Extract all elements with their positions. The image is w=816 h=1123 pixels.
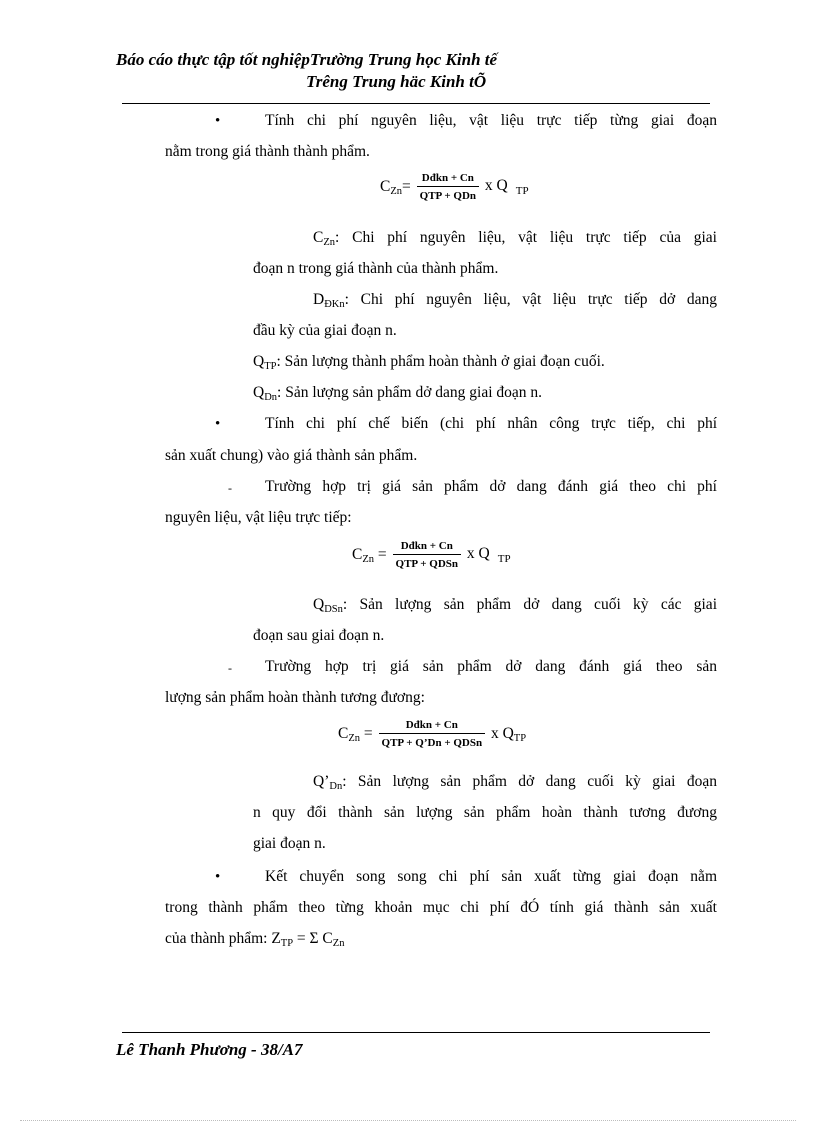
footer-rule bbox=[122, 1032, 710, 1033]
formula-1-fraction: $\frac{\text{Dđkn + Cn}}{\text{QTP + QDn}}$ bbox=[417, 172, 479, 202]
case2-line1: Trường hợp trị giá sản phẩm dở dang đánh giá theo sản bbox=[265, 658, 717, 675]
def-qprime-line3: giai đoạn n. bbox=[253, 835, 326, 852]
footer-author: Lê Thanh Phương - 38/A7 bbox=[116, 1040, 303, 1059]
para3-line3: của thành phẩm: $Z_{TP} = \Sigma$ $C_{Zn}$ bbox=[165, 930, 345, 949]
formula-3-fraction: $\frac{\text{Dđkn + Cn}}{\text{QTP + Q’Dn + QDSn}}$ bbox=[379, 719, 486, 749]
para1-line2: nằm trong giá thành thành phẩm. bbox=[165, 143, 370, 160]
header-subtitle: Trêng Trung häc Kinh tÕ bbox=[306, 72, 487, 91]
def-qprime-line1: $Q’_{Dn}$: Sản lượng sản phẩm dở dang cuối kỳ giai đoạn bbox=[313, 773, 717, 792]
case2-marker: - bbox=[228, 661, 232, 675]
para3-line1: Kết chuyển song song chi phí sản xuất từng giai đoạn nằm bbox=[265, 868, 717, 885]
def-qdsn-line1: $Q_{DSn}$: Sản lượng sản phẩm dở dang cuối kỳ các giai bbox=[313, 596, 717, 615]
formula-2: $C_{Zn}$ = $\frac{\text{Dđkn + Cn}}{\text{QTP + QDSn}}$ x Q $_{TP}$ bbox=[352, 540, 511, 570]
para2-line2: sản xuất chung) vào giá thành sản phẩm. bbox=[165, 447, 418, 464]
para2-line1: Tính chi phí chế biến (chi phí nhân công trực tiếp, chi phí bbox=[265, 415, 717, 432]
formula-1: $C_{Zn}=$ $\frac{\text{Dđkn + Cn}}{\text{QTP + QDn}}$ x Q $_{TP}$ bbox=[380, 172, 529, 202]
bullet-2: • bbox=[215, 416, 221, 432]
def-ddk-line2: đầu kỳ của giai đoạn n. bbox=[253, 322, 397, 339]
header-title: Báo cáo thực tập tốt nghiệpTrường Trung học Kinh tế bbox=[116, 50, 498, 69]
case1-line1: Trường hợp trị giá sản phẩm dở dang đánh giá theo chi phí bbox=[265, 478, 717, 495]
def-ddk-line1: $D_{ĐKn}$: Chi phí nguyên liệu, vật liệu trực tiếp dở dang bbox=[313, 291, 717, 310]
def-qtp: $Q_{TP}$: Sản lượng thành phẩm hoàn thành ở giai đoạn cuối. bbox=[253, 353, 605, 372]
bullet-3: • bbox=[215, 869, 221, 885]
formula-2-fraction: $\frac{\text{Dđkn + Cn}}{\text{QTP + QDSn}}$ bbox=[393, 540, 462, 570]
bullet-1: • bbox=[215, 113, 221, 129]
def-qprime-line2: n quy đổi thành sản lượng sản phẩm hoàn thành tương đương bbox=[253, 804, 717, 821]
def-qdn: $Q_{Dn}$: Sản lượng sản phẩm dở dang giai đoạn n. bbox=[253, 384, 543, 403]
case2-line2: lượng sản phẩm hoàn thành tương đương: bbox=[165, 689, 425, 706]
def-qdsn-line2: đoạn sau giai đoạn n. bbox=[253, 627, 385, 644]
formula-3: $C_{Zn}$ = $\frac{\text{Dđkn + Cn}}{\text{QTP + Q’Dn + QDSn}}$ x $Q_{TP}$ bbox=[338, 719, 527, 749]
para3-line2: trong thành phẩm theo từng khoản mục chi phí đÓ tính giá thành sản xuất bbox=[165, 899, 717, 916]
def-czn-line2: đoạn n trong giá thành của thành phẩm. bbox=[253, 260, 499, 277]
para1-line1: Tính chi phí nguyên liệu, vật liệu trực tiếp từng giai đoạn bbox=[265, 112, 717, 129]
header-rule bbox=[122, 103, 710, 104]
case1-line2: nguyên liệu, vật liệu trực tiếp: bbox=[165, 509, 352, 526]
def-czn-line1: $C_{Zn}$: Chi phí nguyên liệu, vật liệu trực tiếp của giai bbox=[313, 229, 717, 248]
case1-marker: - bbox=[228, 481, 232, 495]
page-bottom-border bbox=[20, 1120, 796, 1121]
